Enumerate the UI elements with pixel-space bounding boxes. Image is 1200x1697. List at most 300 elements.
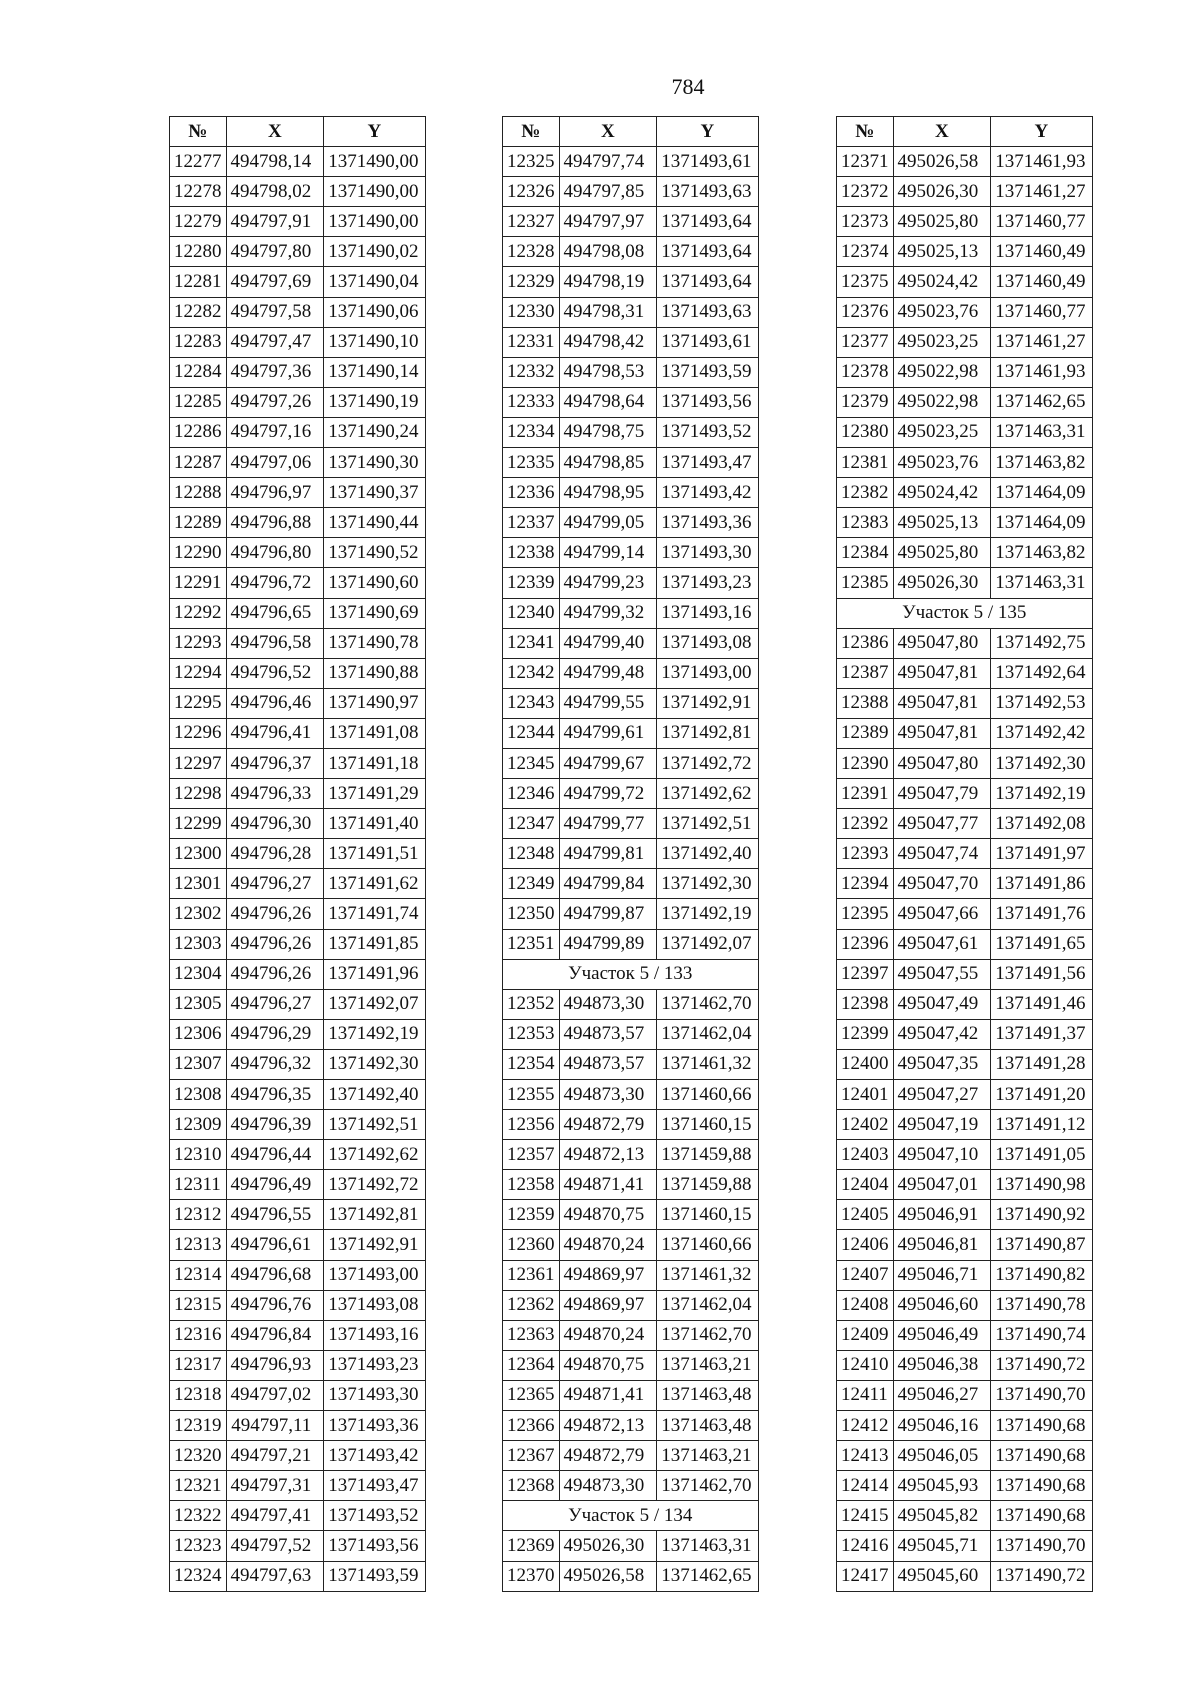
point-number: 12300 — [170, 839, 227, 869]
x-coordinate: 494871,41 — [559, 1170, 657, 1200]
table-row — [503, 658, 759, 688]
y-coordinate: 1371490,06 — [324, 297, 425, 327]
y-coordinate: 1371492,07 — [657, 929, 758, 959]
table-row — [170, 839, 426, 869]
table-row — [170, 959, 426, 989]
x-coordinate: 494796,26 — [226, 929, 324, 959]
table-row — [503, 688, 759, 718]
table-row — [503, 568, 759, 598]
x-coordinate: 495025,13 — [893, 237, 991, 267]
table-row — [503, 147, 759, 177]
y-coordinate: 1371493,64 — [657, 207, 758, 237]
point-number: 12400 — [837, 1049, 894, 1079]
table-row — [837, 1320, 1093, 1350]
table-row — [837, 1501, 1093, 1531]
y-coordinate: 1371461,27 — [991, 327, 1092, 357]
point-number: 12350 — [503, 899, 560, 929]
point-number: 12318 — [170, 1380, 227, 1410]
point-number: 12368 — [503, 1471, 560, 1501]
x-coordinate: 495047,80 — [893, 748, 991, 778]
point-number: 12349 — [503, 869, 560, 899]
x-coordinate: 494799,67 — [559, 748, 657, 778]
table-row — [503, 1531, 759, 1561]
table-row — [837, 959, 1093, 989]
table-row — [170, 1200, 426, 1230]
x-coordinate: 495025,80 — [893, 538, 991, 568]
x-coordinate: 494798,53 — [559, 357, 657, 387]
table-row — [170, 508, 426, 538]
point-number: 12301 — [170, 869, 227, 899]
table-row — [170, 1049, 426, 1079]
x-coordinate: 495046,60 — [893, 1290, 991, 1320]
point-number: 12299 — [170, 809, 227, 839]
point-number: 12393 — [837, 839, 894, 869]
y-coordinate: 1371460,15 — [657, 1110, 758, 1140]
point-number: 12323 — [170, 1531, 227, 1561]
x-coordinate: 495023,25 — [893, 327, 991, 357]
y-coordinate: 1371493,56 — [657, 387, 758, 417]
table-row — [503, 237, 759, 267]
y-coordinate: 1371493,36 — [324, 1411, 425, 1441]
x-coordinate: 494797,69 — [226, 267, 324, 297]
y-coordinate: 1371463,31 — [991, 417, 1092, 447]
point-number: 12390 — [837, 748, 894, 778]
table-row — [503, 1290, 759, 1320]
x-coordinate: 494796,72 — [226, 568, 324, 598]
point-number: 12391 — [837, 779, 894, 809]
y-coordinate: 1371464,09 — [991, 478, 1092, 508]
x-coordinate: 494796,58 — [226, 628, 324, 658]
point-number: 12337 — [503, 508, 560, 538]
x-coordinate: 494796,65 — [226, 598, 324, 628]
point-number: 12283 — [170, 327, 227, 357]
point-number: 12411 — [837, 1380, 894, 1410]
x-coordinate: 495046,49 — [893, 1320, 991, 1350]
y-coordinate: 1371491,86 — [991, 869, 1092, 899]
point-number: 12338 — [503, 538, 560, 568]
table-row — [170, 207, 426, 237]
point-number: 12311 — [170, 1170, 227, 1200]
y-coordinate: 1371493,16 — [324, 1320, 425, 1350]
y-coordinate: 1371462,04 — [657, 1019, 758, 1049]
point-number: 12416 — [837, 1531, 894, 1561]
table-row — [837, 327, 1093, 357]
point-number: 12397 — [837, 959, 894, 989]
section-header-row — [503, 959, 759, 989]
table-row — [170, 658, 426, 688]
y-coordinate: 1371490,10 — [324, 327, 425, 357]
point-number: 12365 — [503, 1380, 560, 1410]
point-number: 12412 — [837, 1411, 894, 1441]
point-number: 12370 — [503, 1561, 560, 1591]
y-coordinate: 1371492,42 — [991, 718, 1092, 748]
y-coordinate: 1371492,53 — [991, 688, 1092, 718]
x-coordinate: 494796,93 — [226, 1350, 324, 1380]
y-coordinate: 1371491,46 — [991, 989, 1092, 1019]
y-coordinate: 1371493,42 — [657, 478, 758, 508]
x-coordinate: 494796,33 — [226, 779, 324, 809]
y-coordinate: 1371492,40 — [324, 1080, 425, 1110]
point-number: 12307 — [170, 1049, 227, 1079]
table-row — [503, 1140, 759, 1170]
table-row — [170, 568, 426, 598]
y-coordinate: 1371490,02 — [324, 237, 425, 267]
y-coordinate: 1371490,00 — [324, 147, 425, 177]
y-coordinate: 1371492,07 — [324, 989, 425, 1019]
table-row — [170, 869, 426, 899]
point-number: 12395 — [837, 899, 894, 929]
table-row — [837, 147, 1093, 177]
table-row — [170, 478, 426, 508]
table-row — [170, 748, 426, 778]
table-row — [837, 839, 1093, 869]
table-row — [170, 1260, 426, 1290]
x-coordinate: 494796,28 — [226, 839, 324, 869]
y-coordinate: 1371460,77 — [991, 207, 1092, 237]
table-row — [170, 598, 426, 628]
table-row — [170, 1320, 426, 1350]
x-coordinate: 495025,13 — [893, 508, 991, 538]
y-coordinate: 1371492,91 — [657, 688, 758, 718]
x-coordinate: 494796,44 — [226, 1140, 324, 1170]
table-row — [170, 1561, 426, 1591]
y-coordinate: 1371460,77 — [991, 297, 1092, 327]
point-number: 12408 — [837, 1290, 894, 1320]
point-number: 12353 — [503, 1019, 560, 1049]
y-coordinate: 1371492,91 — [324, 1230, 425, 1260]
table-row — [170, 1140, 426, 1170]
point-number: 12380 — [837, 417, 894, 447]
x-coordinate: 494796,52 — [226, 658, 324, 688]
x-coordinate: 494796,27 — [226, 869, 324, 899]
y-coordinate: 1371493,64 — [657, 267, 758, 297]
table-row — [503, 718, 759, 748]
y-coordinate: 1371490,00 — [324, 177, 425, 207]
point-number: 12389 — [837, 718, 894, 748]
point-number: 12314 — [170, 1260, 227, 1290]
point-number: 12413 — [837, 1441, 894, 1471]
x-coordinate: 494796,76 — [226, 1290, 324, 1320]
x-coordinate: 494798,85 — [559, 448, 657, 478]
table-row — [170, 327, 426, 357]
table-row — [503, 1441, 759, 1471]
table-row — [837, 1200, 1093, 1230]
y-coordinate: 1371492,19 — [657, 899, 758, 929]
point-number: 12360 — [503, 1230, 560, 1260]
x-coordinate: 494797,06 — [226, 448, 324, 478]
point-number: 12317 — [170, 1350, 227, 1380]
x-coordinate: 494873,57 — [559, 1019, 657, 1049]
y-coordinate: 1371490,72 — [991, 1350, 1092, 1380]
table-row — [837, 387, 1093, 417]
table-row — [837, 568, 1093, 598]
point-number: 12306 — [170, 1019, 227, 1049]
point-number: 12284 — [170, 357, 227, 387]
table-row — [503, 1411, 759, 1441]
table-row — [837, 779, 1093, 809]
y-coordinate: 1371490,68 — [991, 1501, 1092, 1531]
x-coordinate: 494798,08 — [559, 237, 657, 267]
x-coordinate: 495047,77 — [893, 809, 991, 839]
point-number: 12342 — [503, 658, 560, 688]
table-row — [503, 478, 759, 508]
x-coordinate: 495025,80 — [893, 207, 991, 237]
point-number: 12346 — [503, 779, 560, 809]
y-coordinate: 1371493,52 — [324, 1501, 425, 1531]
y-coordinate: 1371493,61 — [657, 147, 758, 177]
table-row — [503, 1230, 759, 1260]
point-number: 12313 — [170, 1230, 227, 1260]
x-coordinate: 494796,35 — [226, 1080, 324, 1110]
y-coordinate: 1371462,65 — [657, 1561, 758, 1591]
table-row — [837, 207, 1093, 237]
y-coordinate: 1371460,49 — [991, 267, 1092, 297]
table-row — [837, 899, 1093, 929]
y-coordinate: 1371463,48 — [657, 1411, 758, 1441]
table-header-row — [837, 117, 1093, 147]
table-row — [170, 448, 426, 478]
point-number: 12358 — [503, 1170, 560, 1200]
x-coordinate: 494870,24 — [559, 1230, 657, 1260]
point-number: 12403 — [837, 1140, 894, 1170]
table-row — [503, 1320, 759, 1350]
point-number: 12298 — [170, 779, 227, 809]
table-row — [503, 1080, 759, 1110]
table-row — [837, 1380, 1093, 1410]
x-coordinate: 494799,72 — [559, 779, 657, 809]
table-row — [503, 839, 759, 869]
y-coordinate: 1371490,44 — [324, 508, 425, 538]
x-coordinate: 494797,21 — [226, 1441, 324, 1471]
y-coordinate: 1371461,27 — [991, 177, 1092, 207]
point-number: 12297 — [170, 748, 227, 778]
header-x: X — [559, 117, 657, 147]
point-number: 12316 — [170, 1320, 227, 1350]
y-coordinate: 1371493,56 — [324, 1531, 425, 1561]
table-row — [503, 748, 759, 778]
y-coordinate: 1371491,29 — [324, 779, 425, 809]
table-row — [170, 989, 426, 1019]
point-number: 12328 — [503, 237, 560, 267]
x-coordinate: 494797,52 — [226, 1531, 324, 1561]
table-row — [170, 1350, 426, 1380]
y-coordinate: 1371491,20 — [991, 1080, 1092, 1110]
y-coordinate: 1371493,16 — [657, 598, 758, 628]
y-coordinate: 1371491,96 — [324, 959, 425, 989]
table-row — [170, 628, 426, 658]
point-number: 12293 — [170, 628, 227, 658]
point-number: 12280 — [170, 237, 227, 267]
x-coordinate: 494796,97 — [226, 478, 324, 508]
point-number: 12312 — [170, 1200, 227, 1230]
x-coordinate: 495047,81 — [893, 688, 991, 718]
x-coordinate: 494796,26 — [226, 899, 324, 929]
table-row — [503, 628, 759, 658]
point-number: 12277 — [170, 147, 227, 177]
section-title: Участок 5 / 133 — [503, 959, 759, 989]
point-number: 12406 — [837, 1230, 894, 1260]
table-row — [837, 237, 1093, 267]
point-number: 12308 — [170, 1080, 227, 1110]
table-row — [837, 748, 1093, 778]
table-row — [170, 718, 426, 748]
point-number: 12288 — [170, 478, 227, 508]
table-row — [837, 1110, 1093, 1140]
point-number: 12292 — [170, 598, 227, 628]
x-coordinate: 495026,30 — [559, 1531, 657, 1561]
table-row — [170, 387, 426, 417]
y-coordinate: 1371493,08 — [657, 628, 758, 658]
y-coordinate: 1371490,37 — [324, 478, 425, 508]
point-number: 12339 — [503, 568, 560, 598]
point-number: 12290 — [170, 538, 227, 568]
x-coordinate: 495047,70 — [893, 869, 991, 899]
table-row — [503, 809, 759, 839]
table-row — [837, 478, 1093, 508]
table-row — [503, 267, 759, 297]
x-coordinate: 495047,01 — [893, 1170, 991, 1200]
y-coordinate: 1371493,23 — [324, 1350, 425, 1380]
point-number: 12369 — [503, 1531, 560, 1561]
x-coordinate: 494796,61 — [226, 1230, 324, 1260]
table-row — [170, 297, 426, 327]
y-coordinate: 1371493,61 — [657, 327, 758, 357]
point-number: 12336 — [503, 478, 560, 508]
coordinate-table-1 — [169, 116, 426, 1592]
header-x: X — [226, 117, 324, 147]
coordinate-table-3 — [836, 116, 1093, 1592]
point-number: 12281 — [170, 267, 227, 297]
point-number: 12341 — [503, 628, 560, 658]
x-coordinate: 494796,84 — [226, 1320, 324, 1350]
y-coordinate: 1371463,48 — [657, 1380, 758, 1410]
x-coordinate: 494799,81 — [559, 839, 657, 869]
y-coordinate: 1371490,68 — [991, 1471, 1092, 1501]
y-coordinate: 1371490,68 — [991, 1411, 1092, 1441]
y-coordinate: 1371461,32 — [657, 1049, 758, 1079]
table-row — [837, 1411, 1093, 1441]
point-number: 12415 — [837, 1501, 894, 1531]
y-coordinate: 1371490,92 — [991, 1200, 1092, 1230]
y-coordinate: 1371491,40 — [324, 809, 425, 839]
x-coordinate: 494796,29 — [226, 1019, 324, 1049]
y-coordinate: 1371493,47 — [324, 1471, 425, 1501]
point-number: 12282 — [170, 297, 227, 327]
table-row — [170, 1110, 426, 1140]
x-coordinate: 495047,49 — [893, 989, 991, 1019]
point-number: 12372 — [837, 177, 894, 207]
x-coordinate: 495023,76 — [893, 448, 991, 478]
y-coordinate: 1371491,65 — [991, 929, 1092, 959]
point-number: 12320 — [170, 1441, 227, 1471]
y-coordinate: 1371492,64 — [991, 658, 1092, 688]
table-row — [170, 1471, 426, 1501]
point-number: 12304 — [170, 959, 227, 989]
y-coordinate: 1371464,09 — [991, 508, 1092, 538]
point-number: 12345 — [503, 748, 560, 778]
y-coordinate: 1371491,62 — [324, 869, 425, 899]
table-row — [170, 177, 426, 207]
x-coordinate: 494797,80 — [226, 237, 324, 267]
header-number: № — [837, 117, 894, 147]
section-header-row — [837, 598, 1093, 628]
y-coordinate: 1371492,72 — [324, 1170, 425, 1200]
y-coordinate: 1371493,63 — [657, 297, 758, 327]
y-coordinate: 1371492,30 — [657, 869, 758, 899]
point-number: 12340 — [503, 598, 560, 628]
y-coordinate: 1371492,40 — [657, 839, 758, 869]
y-coordinate: 1371463,31 — [991, 568, 1092, 598]
y-coordinate: 1371490,00 — [324, 207, 425, 237]
point-number: 12378 — [837, 357, 894, 387]
y-coordinate: 1371492,30 — [991, 748, 1092, 778]
point-number: 12303 — [170, 929, 227, 959]
x-coordinate: 494872,79 — [559, 1110, 657, 1140]
point-number: 12414 — [837, 1471, 894, 1501]
y-coordinate: 1371491,12 — [991, 1110, 1092, 1140]
page-number: 784 — [671, 74, 705, 99]
point-number: 12319 — [170, 1411, 227, 1441]
table-row — [503, 1019, 759, 1049]
section-title: Участок 5 / 135 — [837, 598, 1093, 628]
x-coordinate: 495046,38 — [893, 1350, 991, 1380]
point-number: 12379 — [837, 387, 894, 417]
point-number: 12278 — [170, 177, 227, 207]
y-coordinate: 1371492,62 — [324, 1140, 425, 1170]
header-y: Y — [991, 117, 1092, 147]
x-coordinate: 495047,74 — [893, 839, 991, 869]
y-coordinate: 1371490,97 — [324, 688, 425, 718]
point-number: 12296 — [170, 718, 227, 748]
x-coordinate: 494798,31 — [559, 297, 657, 327]
x-coordinate: 494797,47 — [226, 327, 324, 357]
x-coordinate: 494798,02 — [226, 177, 324, 207]
y-coordinate: 1371492,08 — [991, 809, 1092, 839]
table-row — [503, 929, 759, 959]
point-number: 12333 — [503, 387, 560, 417]
table-row — [837, 1260, 1093, 1290]
y-coordinate: 1371492,62 — [657, 779, 758, 809]
x-coordinate: 494799,89 — [559, 929, 657, 959]
x-coordinate: 494797,26 — [226, 387, 324, 417]
table-row — [837, 718, 1093, 748]
y-coordinate: 1371491,51 — [324, 839, 425, 869]
x-coordinate: 494797,91 — [226, 207, 324, 237]
y-coordinate: 1371490,78 — [324, 628, 425, 658]
point-number: 12332 — [503, 357, 560, 387]
x-coordinate: 494799,05 — [559, 508, 657, 538]
x-coordinate: 495047,61 — [893, 929, 991, 959]
point-number: 12399 — [837, 1019, 894, 1049]
y-coordinate: 1371490,04 — [324, 267, 425, 297]
y-coordinate: 1371493,42 — [324, 1441, 425, 1471]
table-row — [837, 448, 1093, 478]
table-row — [837, 1471, 1093, 1501]
y-coordinate: 1371491,97 — [991, 839, 1092, 869]
y-coordinate: 1371491,76 — [991, 899, 1092, 929]
table-row — [837, 297, 1093, 327]
point-number: 12376 — [837, 297, 894, 327]
x-coordinate: 494799,40 — [559, 628, 657, 658]
y-coordinate: 1371492,72 — [657, 748, 758, 778]
x-coordinate: 495045,60 — [893, 1561, 991, 1591]
y-coordinate: 1371490,98 — [991, 1170, 1092, 1200]
x-coordinate: 494796,26 — [226, 959, 324, 989]
point-number: 12291 — [170, 568, 227, 598]
point-number: 12327 — [503, 207, 560, 237]
table-row — [837, 628, 1093, 658]
table-row — [837, 1531, 1093, 1561]
